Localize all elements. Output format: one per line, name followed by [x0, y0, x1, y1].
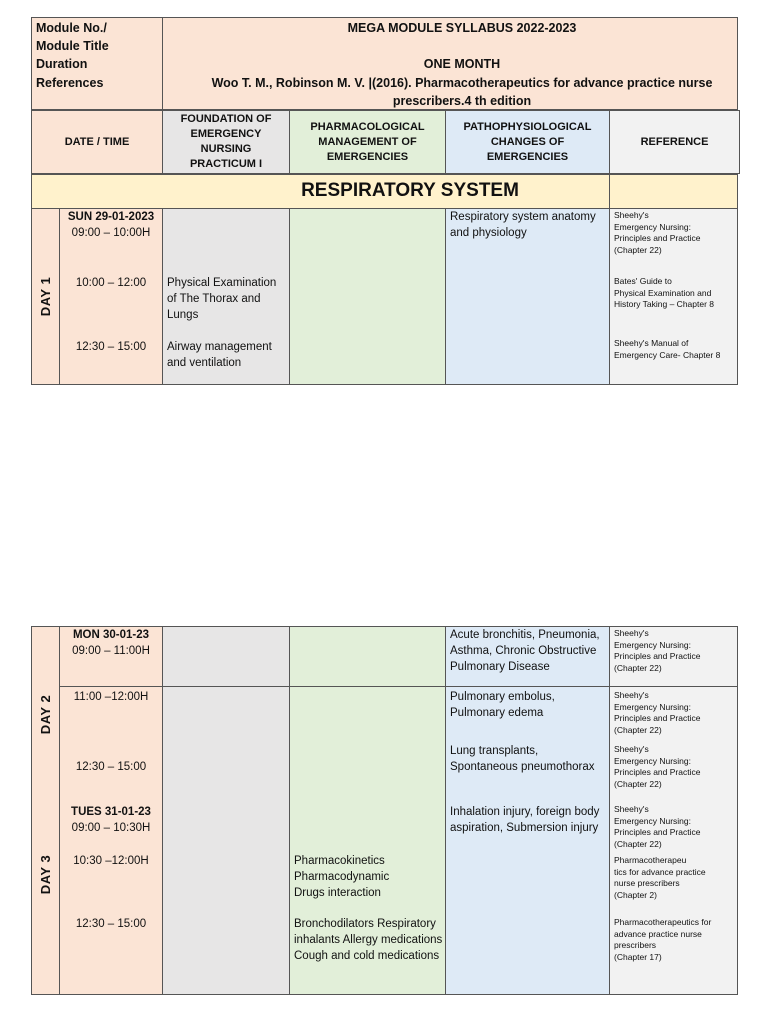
day3-session3-ref: Pharmacotherapeutics for advance practice nurse prescribers (Chapter 17) [614, 917, 712, 962]
day1-date: SUN 29-01-2023 [67, 211, 155, 223]
day1-session3-ref: Sheehy's Manual of Emergency Care- Chapter 8 [614, 338, 721, 360]
module-no-label: Module No./ [36, 21, 107, 35]
day1-session2-foundation: Physical Examination of The Thorax and Lungs [167, 277, 277, 321]
reference-value-line2: prescribers.4 th edition [392, 94, 532, 108]
references-label: References [36, 76, 104, 90]
day1-session1-ref: Sheehy's Emergency Nursing: Principles and Practice (Chapter 22) [614, 210, 701, 255]
day1-session3-foundation: Airway management and ventilation [167, 341, 272, 369]
day1-label: DAY 1 [38, 276, 54, 316]
module-title-label: Module Title [36, 39, 109, 53]
day3-session2-ref: Pharmacotherapeu tics for advance practice nurse prescribers (Chapter 2) [614, 855, 706, 900]
day3-label: DAY 3 [38, 854, 54, 894]
day3-date: TUES 31-01-23 [71, 806, 151, 818]
row-divider [59, 686, 738, 687]
day3-session2-pharma: Pharmacokinetics Pharmacodynamic Drugs interaction [294, 855, 390, 899]
day2-session2-patho: Pulmonary embolus, Pulmonary edema [450, 691, 555, 719]
day2-session1-ref: Sheehy's Emergency Nursing: Principles and Practice (Chapter 22) [614, 628, 701, 673]
col-header-pathophysiological: PATHOPHYSIOLOGICAL CHANGES OF EMERGENCIES [445, 110, 610, 174]
day1-session1-time: 09:00 – 10:00H [71, 227, 151, 239]
day3-session3-time: 12:30 – 15:00 [75, 918, 147, 930]
day2-session3-ref: Sheehy's Emergency Nursing: Principles and Practice (Chapter 22) [614, 744, 701, 789]
day2-session1-patho: Acute bronchitis, Pneumonia, Asthma, Chronic Obstructive Pulmonary Disease [450, 629, 600, 673]
day3-session1-time: 09:00 – 10:30H [71, 822, 151, 834]
day1-session2-ref: Bates' Guide to Physical Examination and History Taking – Chapter 8 [614, 276, 715, 309]
day1-session3-time: 12:30 – 15:00 [75, 341, 147, 353]
day3-session2-time: 10:30 –12:00H [73, 855, 149, 867]
day2-session2-time: 11:00 –12:00H [73, 691, 149, 703]
day2-session2-ref: Sheehy's Emergency Nursing: Principles and Practice (Chapter 22) [614, 690, 701, 735]
col-header-foundation: FOUNDATION OF EMERGENCY NURSING PRACTICUM I [162, 110, 290, 174]
day2-session1-time: 09:00 – 11:00H [72, 645, 150, 657]
day2-3-label-cell [31, 626, 60, 995]
reference-value-line1: Woo T. M., Robinson M. V. |(2016). Pharmacotherapeutics for advance practice nurse [211, 76, 713, 90]
day3-session1-patho: Inhalation injury, foreign body aspiration, Submersion injury [450, 806, 600, 834]
col-header-reference: REFERENCE [609, 110, 740, 174]
section-title: RESPIRATORY SYSTEM [301, 180, 519, 201]
day2-date: MON 30-01-23 [72, 629, 150, 641]
day3-session1-ref: Sheehy's Emergency Nursing: Principles and Practice (Chapter 22) [614, 804, 701, 849]
col-header-pharmacological: PHARMACOLOGICAL MANAGEMENT OF EMERGENCIES [289, 110, 446, 174]
col-header-date-time: DATE / TIME [31, 110, 163, 174]
day1-pharmacological-cell [289, 208, 446, 385]
day1-session2-time: 10:00 – 12:00 [75, 277, 147, 289]
syllabus-title: MEGA MODULE SYLLABUS 2022-2023 [347, 21, 577, 35]
day2-3-foundation-cell [162, 626, 290, 995]
day3-session3-pharma: Bronchodilators Respiratory inhalants Allergy medications Cough and cold medications [294, 918, 443, 962]
duration-label: Duration [36, 57, 88, 71]
day2-session3-patho: Lung transplants, Spontaneous pneumothorax [450, 745, 595, 773]
day2-session3-time: 12:30 – 15:00 [75, 761, 147, 773]
day2-label: DAY 2 [38, 694, 54, 734]
duration-value: ONE MONTH [423, 57, 501, 71]
day1-session1-patho: Respiratory system anatomy and physiology [450, 211, 596, 239]
